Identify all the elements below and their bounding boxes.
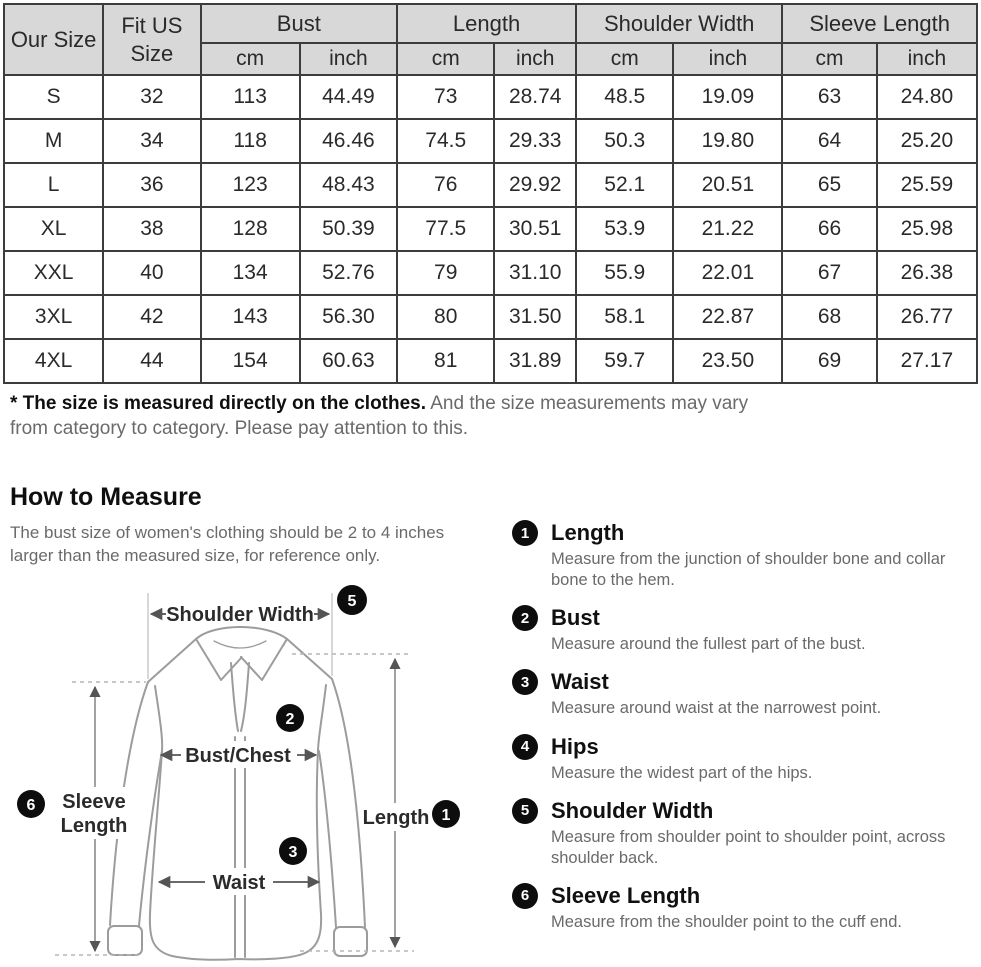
size-cell: XXL xyxy=(4,251,103,295)
unit-header-bust-cm: cm xyxy=(201,43,300,75)
value-cell: 44 xyxy=(103,339,200,383)
value-cell: 46.46 xyxy=(300,119,397,163)
col-header-length: Length xyxy=(397,4,576,43)
how-to-measure-title: How to Measure xyxy=(10,483,202,512)
value-cell: 25.98 xyxy=(877,207,977,251)
value-cell: 154 xyxy=(201,339,300,383)
value-cell: 58.1 xyxy=(576,295,673,339)
size-table-row xyxy=(4,163,977,207)
value-cell: 128 xyxy=(201,207,300,251)
unit-header-bust-inch: inch xyxy=(300,43,397,75)
value-cell: 55.9 xyxy=(576,251,673,295)
value-cell: 69 xyxy=(782,339,876,383)
col-header-shoulder-width: Shoulder Width xyxy=(576,4,782,43)
badge-length-num: 1 xyxy=(441,807,451,825)
size-cell: 3XL xyxy=(4,295,103,339)
value-cell: 29.33 xyxy=(494,119,576,163)
badge-sleeve-length xyxy=(17,790,45,818)
value-cell: 21.22 xyxy=(673,207,782,251)
value-cell: 26.38 xyxy=(877,251,977,295)
value-cell: 143 xyxy=(201,295,300,339)
shoulder-width-label: Shoulder Width xyxy=(166,604,314,627)
measure-item xyxy=(512,734,972,784)
value-cell: 81 xyxy=(397,339,494,383)
value-cell: 52.1 xyxy=(576,163,673,207)
waist-measure xyxy=(159,868,319,895)
size-table-row xyxy=(4,339,977,383)
col-header-bust: Bust xyxy=(201,4,398,43)
number-badge: 5 xyxy=(512,798,538,824)
badge-waist xyxy=(279,837,307,865)
value-cell: 79 xyxy=(397,251,494,295)
badge-waist-num: 3 xyxy=(288,844,298,862)
size-table-row xyxy=(4,251,977,295)
value-cell: 64 xyxy=(782,119,876,163)
measure-item-title: Bust xyxy=(551,605,600,631)
value-cell: 48.43 xyxy=(300,163,397,207)
measure-item-desc: Measure around the fullest part of the bust. xyxy=(551,635,866,654)
size-cell: XL xyxy=(4,207,103,251)
value-cell: 30.51 xyxy=(494,207,576,251)
value-cell: 25.59 xyxy=(877,163,977,207)
value-cell: 66 xyxy=(782,207,876,251)
size-cell: L xyxy=(4,163,103,207)
unit-header-length-inch: inch xyxy=(494,43,576,75)
value-cell: 38 xyxy=(103,207,200,251)
sleeve-length-label-line1: Sleeve xyxy=(62,791,126,814)
badge-bust-num: 2 xyxy=(285,711,295,729)
measure-item xyxy=(512,883,972,933)
value-cell: 36 xyxy=(103,163,200,207)
waist-label: Waist xyxy=(212,872,266,895)
size-note xyxy=(10,391,772,441)
value-cell: 29.92 xyxy=(494,163,576,207)
how-to-measure-subtitle: The bust size of women's clothing should be 2 to 4 inches larger than the measured size, for reference only. xyxy=(10,523,445,565)
unit-header-shoulder-cm: cm xyxy=(576,43,673,75)
size-note-bold: * The size is measured directly on the clothes. xyxy=(10,393,427,414)
col-header-sleeve-length: Sleeve Length xyxy=(782,4,977,43)
value-cell: 63 xyxy=(782,75,876,119)
measure-item-desc: Measure around waist at the narrowest point. xyxy=(551,699,882,718)
size-table-row xyxy=(4,75,977,119)
size-note-rest: And the size measurements may vary from category to category. Please pay attention to this. xyxy=(10,393,749,440)
measure-item xyxy=(512,798,972,869)
value-cell: 34 xyxy=(103,119,200,163)
value-cell: 80 xyxy=(397,295,494,339)
bust-chest-label: Bust/Chest xyxy=(185,745,291,768)
size-table-body xyxy=(4,75,977,383)
measure-items xyxy=(512,516,972,947)
value-cell: 31.89 xyxy=(494,339,576,383)
measure-item-title: Length xyxy=(551,520,625,546)
sleeve-length-label-line2: Length xyxy=(60,815,128,838)
measure-item-desc: Measure from the junction of shoulder bone and collar bone to the hem. xyxy=(551,550,946,590)
how-to-measure-section xyxy=(0,516,981,967)
value-cell: 27.17 xyxy=(877,339,977,383)
size-table-row xyxy=(4,295,977,339)
length-measure xyxy=(292,654,432,951)
value-cell: 22.01 xyxy=(673,251,782,295)
measure-item-title: Hips xyxy=(551,733,599,759)
measure-item-header xyxy=(512,605,972,631)
length-label: Length xyxy=(362,807,430,830)
value-cell: 19.80 xyxy=(673,119,782,163)
diagram-column xyxy=(0,516,512,967)
value-cell: 134 xyxy=(201,251,300,295)
value-cell: 26.77 xyxy=(877,295,977,339)
number-badge: 4 xyxy=(512,734,538,760)
value-cell: 42 xyxy=(103,295,200,339)
value-cell: 50.39 xyxy=(300,207,397,251)
measure-item-header xyxy=(512,798,972,824)
value-cell: 118 xyxy=(201,119,300,163)
value-cell: 23.50 xyxy=(673,339,782,383)
shoulder-width-measure xyxy=(151,600,329,627)
measure-item-header xyxy=(512,669,972,695)
value-cell: 56.30 xyxy=(300,295,397,339)
value-cell: 44.49 xyxy=(300,75,397,119)
value-cell: 25.20 xyxy=(877,119,977,163)
measure-item xyxy=(512,520,972,591)
badge-bust xyxy=(276,704,304,732)
value-cell: 52.76 xyxy=(300,251,397,295)
value-cell: 77.5 xyxy=(397,207,494,251)
size-chart-page xyxy=(0,3,981,967)
measure-item-desc: Measure the widest part of the hips. xyxy=(551,763,813,782)
value-cell: 28.74 xyxy=(494,75,576,119)
badge-shoulder-width-num: 5 xyxy=(347,593,357,611)
measure-item-header xyxy=(512,520,972,546)
size-table-row xyxy=(4,207,977,251)
number-badge: 1 xyxy=(512,520,538,546)
value-cell: 123 xyxy=(201,163,300,207)
number-badge: 3 xyxy=(512,669,538,695)
unit-header-length-cm: cm xyxy=(397,43,494,75)
value-cell: 22.87 xyxy=(673,295,782,339)
value-cell: 67 xyxy=(782,251,876,295)
value-cell: 32 xyxy=(103,75,200,119)
value-cell: 53.9 xyxy=(576,207,673,251)
measure-item xyxy=(512,605,972,655)
col-header-fit-us-size: Fit US Size xyxy=(103,4,200,75)
unit-header-sleeve-cm: cm xyxy=(782,43,876,75)
value-cell: 73 xyxy=(397,75,494,119)
size-cell: S xyxy=(4,75,103,119)
unit-header-sleeve-inch: inch xyxy=(877,43,977,75)
value-cell: 59.7 xyxy=(576,339,673,383)
measure-item-header xyxy=(512,883,972,909)
measure-item-header xyxy=(512,734,972,760)
value-cell: 31.50 xyxy=(494,295,576,339)
value-cell: 19.09 xyxy=(673,75,782,119)
measure-item-title: Sleeve Length xyxy=(551,882,701,908)
value-cell: 24.80 xyxy=(877,75,977,119)
size-cell: 4XL xyxy=(4,339,103,383)
value-cell: 74.5 xyxy=(397,119,494,163)
size-cell: M xyxy=(4,119,103,163)
measure-item xyxy=(512,669,972,719)
value-cell: 20.51 xyxy=(673,163,782,207)
badge-sleeve-length-num: 6 xyxy=(26,797,36,815)
value-cell: 68 xyxy=(782,295,876,339)
bust-measure xyxy=(161,741,316,768)
measure-item-desc: Measure from the shoulder point to the cuff end. xyxy=(551,912,902,931)
sleeve-length-measure xyxy=(55,682,146,955)
number-badge: 6 xyxy=(512,883,538,909)
shirt-outline xyxy=(108,627,367,960)
col-header-our-size: Our Size xyxy=(4,4,103,75)
value-cell: 76 xyxy=(397,163,494,207)
number-badge: 2 xyxy=(512,605,538,631)
badge-shoulder-width xyxy=(337,585,367,615)
measure-item-title: Shoulder Width xyxy=(551,797,714,823)
measure-item-title: Waist xyxy=(551,669,609,695)
value-cell: 60.63 xyxy=(300,339,397,383)
value-cell: 65 xyxy=(782,163,876,207)
value-cell: 40 xyxy=(103,251,200,295)
value-cell: 113 xyxy=(201,75,300,119)
badge-length xyxy=(432,800,460,828)
size-table-row xyxy=(4,119,977,163)
value-cell: 31.10 xyxy=(494,251,576,295)
value-cell: 48.5 xyxy=(576,75,673,119)
shirt-measurement-diagram xyxy=(0,579,500,967)
value-cell: 50.3 xyxy=(576,119,673,163)
unit-header-shoulder-inch: inch xyxy=(673,43,782,75)
size-table xyxy=(3,3,978,384)
measure-item-desc: Measure from shoulder point to shoulder point, across shoulder back. xyxy=(551,827,946,867)
